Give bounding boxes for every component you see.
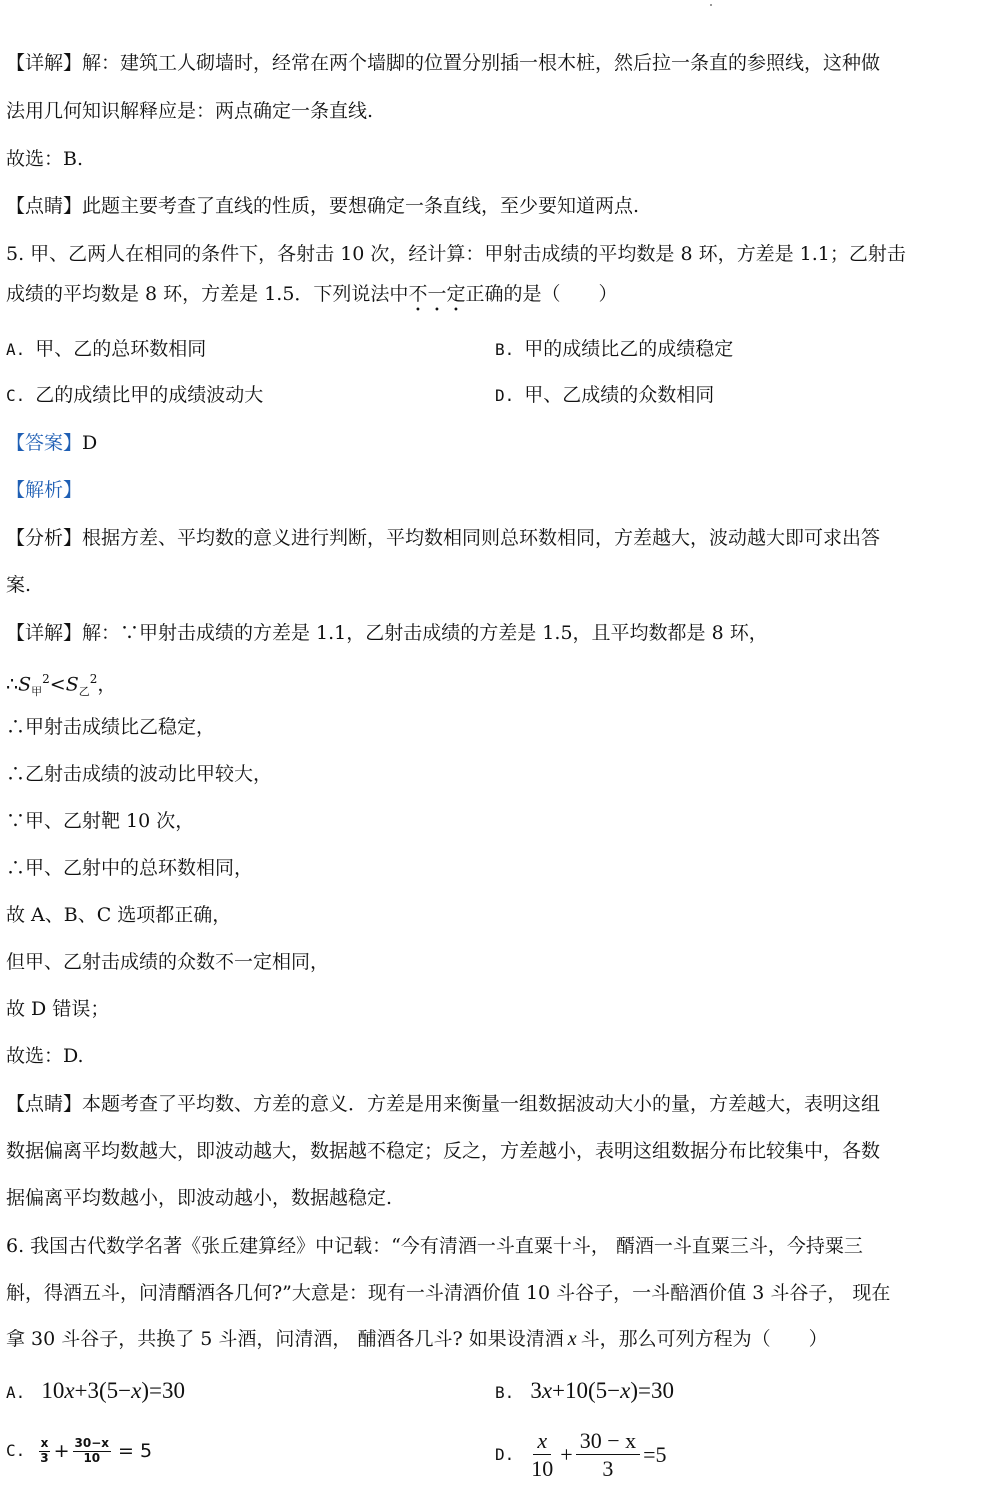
s-sup: 2	[42, 672, 50, 686]
eq-var: x	[620, 1378, 631, 1403]
s-symbol: S	[65, 673, 79, 696]
step-line: 故 A、B、C 选项都正确，	[6, 904, 232, 926]
option-letter: D.	[495, 1444, 515, 1464]
q5-option-c	[6, 382, 263, 409]
step-line: ∴甲、乙射中的总环数相同，	[6, 857, 254, 879]
s-symbol: S	[18, 673, 32, 696]
fenxi-tag: 【分析】	[6, 527, 83, 549]
detail-line-1	[6, 50, 978, 76]
answer-line	[6, 430, 978, 456]
s-sup: 2	[89, 672, 98, 686]
option-letter: C.	[6, 1441, 26, 1461]
eq-term: (5−	[99, 1378, 132, 1403]
q5-line-1: 5. 甲、乙两人在相同的条件下，各射击 10 次，经计算：甲射击成绩的平均数是 8 环，方差是 1.1；乙射击	[6, 243, 906, 265]
option-text: 甲的成绩比乙的成绩稳定	[524, 338, 734, 360]
eq-term: 3	[530, 1378, 542, 1403]
denominator: 10	[531, 1456, 554, 1482]
option-letter: A.	[6, 340, 26, 359]
q6-option-c	[6, 1437, 152, 1466]
step-line: ∵甲、乙射靶 10 次，	[6, 810, 195, 832]
less-than: <	[49, 673, 66, 696]
eq-term: (5−	[588, 1378, 621, 1403]
option-letter: B.	[495, 1383, 515, 1402]
plus-sign: +	[560, 1441, 573, 1467]
step-line: ∴甲射击成绩比乙稳定，	[6, 716, 216, 738]
eq-var: x	[64, 1378, 75, 1403]
fenxi-line-2: 案.	[6, 574, 32, 596]
q6-option-a	[6, 1378, 185, 1406]
q5-detail-text-1: 解：∵甲射击成绩的方差是 1.1，乙射击成绩的方差是 1.5，且平均数都是 8 环，	[82, 622, 768, 644]
q5-note-line-1	[6, 1091, 978, 1117]
q5-note-tag: 【点睛】	[6, 1093, 83, 1115]
option-text: 甲、乙成绩的众数相同	[524, 384, 715, 406]
q5-line-2c: 正确的是（ ）	[465, 283, 618, 305]
answer-value: D	[82, 432, 98, 454]
option-text: 甲、乙的总环数相同	[35, 338, 207, 360]
numerator: x	[533, 1428, 551, 1455]
option-text: 乙的成绩比甲的成绩波动大	[35, 384, 264, 406]
denominator: 3	[602, 1456, 614, 1482]
eq-term: )=30	[141, 1378, 186, 1403]
step-line: 故 D 错误；	[6, 998, 110, 1020]
q5-detail-line-1	[6, 620, 978, 646]
detail-tag: 【详解】	[6, 52, 83, 74]
s-sub-jia: 甲	[31, 685, 43, 699]
q5-note-line-3: 据偏离平均数越小，即波动越小，数据越稳定.	[6, 1187, 393, 1209]
q6-line-1: 6. 我国古代数学名著《张丘建算经》中记载：“今有清酒一斗直粟十斗， 醑酒一斗直粟三斗，今持粟三	[6, 1235, 863, 1257]
eq-var: x	[131, 1378, 142, 1403]
answer-tag: 【答案】	[6, 432, 83, 454]
fraction	[73, 1437, 112, 1466]
variable-x: x	[567, 1328, 577, 1350]
eq-term: 10	[41, 1378, 65, 1403]
detail-text-1: 解：建筑工人砌墙时，经常在两个墙脚的位置分别插一根木桩，然后拉一条直的参照线，这种做	[82, 52, 881, 74]
denominator: 3	[40, 1450, 49, 1465]
fraction	[38, 1437, 50, 1466]
note-tag: 【点睛】	[6, 195, 83, 217]
top-dot	[710, 4, 712, 6]
numerator: x	[40, 1436, 49, 1450]
q5-emphasis: 不一定	[408, 283, 466, 305]
equation-b	[530, 1378, 674, 1403]
choice-line: 故选：B.	[6, 148, 84, 170]
comma: ，	[97, 673, 117, 696]
eq-term: )=30	[630, 1378, 675, 1403]
q5-line-2a: 成绩的平均数是 8 环，方差是 1.5．下列说法中	[6, 283, 409, 305]
option-letter: C.	[6, 386, 26, 405]
step-line: 但甲、乙射击成绩的众数不一定相同，	[6, 951, 330, 973]
numerator: 30−x	[74, 1436, 110, 1450]
q6-line-2: 斛，得酒五斗，问清醑酒各几何?”大意是：现有一斗清酒价值 10 斗谷子，一斗醅酒价值 3 斗谷子， 现在	[6, 1282, 891, 1304]
option-letter: B.	[495, 340, 515, 359]
therefore-symbol: ∴	[6, 673, 19, 696]
q6-option-b	[495, 1378, 674, 1406]
step-line: 故选：D.	[6, 1045, 84, 1067]
equals-term: =5	[643, 1441, 667, 1467]
equals-term: = 5	[118, 1440, 153, 1463]
denominator: 10	[83, 1450, 101, 1465]
eq-term: +10	[552, 1378, 589, 1403]
fraction	[527, 1428, 557, 1482]
equation-a	[41, 1378, 185, 1403]
q5-line-2	[6, 281, 978, 316]
option-letter: A.	[6, 1383, 26, 1402]
variance-comparison	[6, 666, 978, 705]
eq-var: x	[541, 1378, 553, 1403]
q5-note-line-2: 数据偏离平均数越大，即波动越大，数据越不稳定；反之，方差越小，表明这组数据分布比较集中，各数	[6, 1140, 881, 1162]
eq-term: +3	[74, 1378, 100, 1403]
q5-option-b	[495, 336, 733, 363]
q6-line-3a: 拿 30 斗谷子，共换了 5 斗酒，问清酒， 酺酒各几斗? 如果设清酒	[6, 1328, 564, 1350]
analysis-tag: 【解析】	[6, 479, 83, 501]
option-letter: D.	[495, 386, 515, 405]
q5-note-text-1: 本题考查了平均数、方差的意义．方差是用来衡量一组数据波动大小的量，方差越大，表明这组	[82, 1093, 881, 1115]
fenxi-line-1	[6, 525, 978, 551]
plus-sign: +	[53, 1440, 70, 1463]
fenxi-text-1: 根据方差、平均数的意义进行判断，平均数相同则总环数相同，方差越大，波动越大即可求出答	[82, 527, 881, 549]
q5-detail-tag: 【详解】	[6, 622, 83, 644]
detail-line-2: 法用几何知识解释应是：两点确定一条直线.	[6, 100, 374, 122]
q6-option-d	[495, 1428, 667, 1482]
note-text: 此题主要考查了直线的性质，要想确定一条直线，至少要知道两点.	[82, 195, 640, 217]
step-line: ∴乙射击成绩的波动比甲较大，	[6, 763, 273, 785]
note-line	[6, 193, 978, 219]
q5-option-a	[6, 336, 206, 363]
q6-line-3b: 斗，那么可列方程为（ ）	[580, 1328, 828, 1350]
numerator: 30 − x	[576, 1428, 640, 1455]
q6-line-3	[6, 1326, 978, 1352]
q5-option-d	[495, 382, 714, 409]
s-sub-yi: 乙	[78, 685, 90, 699]
fraction	[576, 1428, 640, 1482]
